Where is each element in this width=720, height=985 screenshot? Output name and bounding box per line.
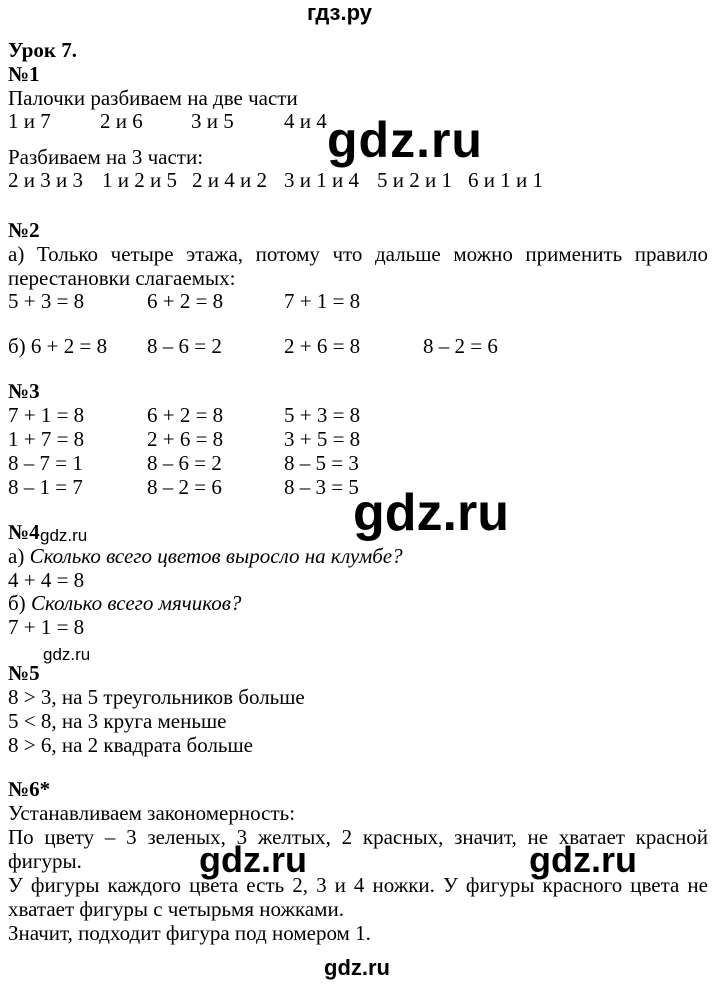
task1-triple: 5 и 2 и 1: [377, 168, 452, 192]
task4-b-question: Сколько всего мячиков?: [30, 591, 242, 615]
task6-line1: Устанавливаем закономерность:: [8, 801, 296, 825]
task1-line1: Палочки разбиваем на две части: [8, 86, 298, 110]
task2-a-eq: 5 + 3 = 8: [8, 289, 85, 313]
task2-b-eq: 8 – 2 = 6: [423, 334, 498, 358]
watermark: gdz.ru: [353, 484, 509, 542]
watermark: gdz.ru: [199, 839, 307, 880]
task5-line: 8 > 3, на 5 треугольников больше: [8, 685, 305, 709]
task1-triple: 1 и 2 и 5: [102, 168, 177, 192]
watermark: gdz.ru: [327, 112, 483, 168]
task4-a-question: Сколько всего цветов выросло на клумбе?: [29, 544, 403, 568]
footer-watermark: gdz.ru: [324, 955, 390, 980]
task3-eq: 6 + 2 = 8: [147, 403, 224, 427]
task6-line5: хватает фигуры с четырьмя ножками.: [8, 897, 344, 921]
task6-line6: Значит, подходит фигура под номером 1.: [8, 921, 371, 945]
task1-pair: 3 и 5: [191, 109, 234, 133]
task1-triple: 2 и 4 и 2: [192, 168, 267, 192]
task4-b-eq: 7 + 1 = 8: [8, 615, 85, 639]
task5-title: №5: [8, 661, 40, 685]
task4-a-eq: 4 + 4 = 8: [8, 568, 85, 592]
task2-a-line2: перестановки слагаемых:: [8, 266, 236, 290]
task2-a-eq: 6 + 2 = 8: [147, 289, 224, 313]
task1-triple: 2 и 3 и 3: [8, 168, 83, 192]
watermark: gdz.ru: [529, 839, 637, 880]
task4-b-prefix: б): [8, 591, 31, 615]
task3-eq: 1 + 7 = 8: [8, 427, 85, 451]
task2-b-eq: 8 – 6 = 2: [147, 334, 222, 358]
task4-title: №4: [8, 520, 40, 544]
task3-eq: 8 – 6 = 2: [147, 451, 222, 475]
task4-b: [8, 591, 241, 615]
task6-line2: По цвету – 3 зеленых, 3 желтых, 2 красных, значит, не хватает красной: [8, 825, 708, 849]
task3-eq: 8 – 1 = 7: [8, 475, 83, 499]
task5-line: 5 < 8, на 3 круга меньше: [8, 709, 227, 733]
task3-eq: 8 – 5 = 3: [284, 451, 359, 475]
task1-pair: 2 и 6: [100, 109, 143, 133]
watermark: gdz.ru: [43, 645, 91, 664]
task3-eq: 7 + 1 = 8: [8, 403, 85, 427]
task1-triple: 6 и 1 и 1: [468, 168, 543, 192]
task4-a: [8, 544, 403, 568]
task6-title: №6*: [8, 777, 51, 801]
task4-a-prefix: а): [8, 544, 30, 568]
task1-title: №1: [8, 62, 40, 86]
task3-eq: 8 – 7 = 1: [8, 451, 83, 475]
task2-b-eq: 2 + 6 = 8: [284, 334, 361, 358]
task3-eq: 3 + 5 = 8: [284, 427, 361, 451]
task6-line3: фигуры.: [8, 849, 82, 873]
task3-eq: 5 + 3 = 8: [284, 403, 361, 427]
task2-a-eq: 7 + 1 = 8: [284, 289, 361, 313]
task1-triple: 3 и 1 и 4: [284, 168, 359, 192]
site-header: гдз.ру: [307, 0, 372, 25]
task3-eq: 2 + 6 = 8: [147, 427, 224, 451]
task5-line: 8 > 6, на 2 квадрата больше: [8, 733, 253, 757]
task1-pair: 4 и 4: [284, 109, 327, 133]
task3-eq: 8 – 3 = 5: [284, 475, 359, 499]
task1-line2: Разбиваем на 3 части:: [8, 145, 204, 169]
task2-b-eq: б) 6 + 2 = 8: [8, 334, 108, 358]
task2-title: №2: [8, 218, 40, 242]
task6-line4: У фигуры каждого цвета есть 2, 3 и 4 ножки. У фигуры красного цвета не: [8, 873, 708, 897]
task1-pair: 1 и 7: [8, 109, 51, 133]
task3-title: №3: [8, 379, 40, 403]
watermark: gdz.ru: [40, 526, 88, 545]
task2-a-line1: а) Только четыре этажа, потому что дальше можно применить правило: [8, 242, 708, 266]
lesson-title: Урок 7.: [8, 38, 77, 62]
task3-eq: 8 – 2 = 6: [147, 475, 222, 499]
